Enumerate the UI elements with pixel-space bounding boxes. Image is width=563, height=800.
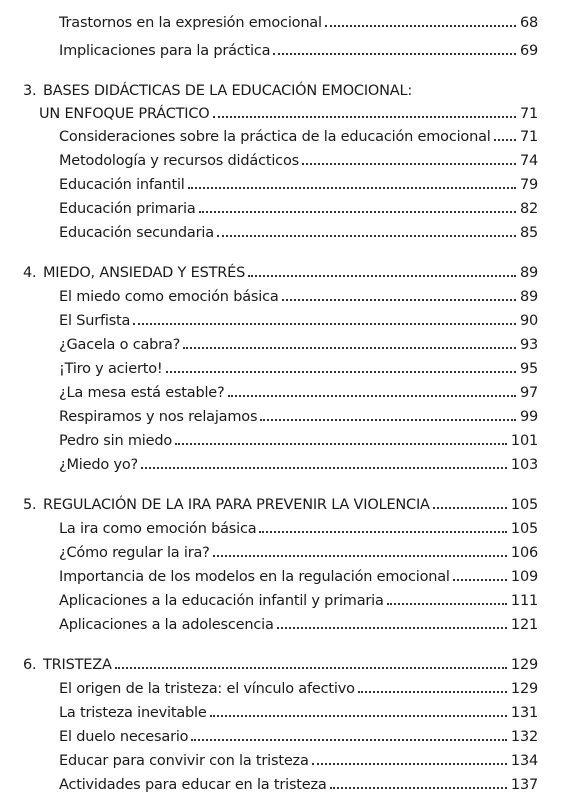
entry-title: ¡Tiro y acierto! <box>59 360 163 377</box>
dot-leader <box>175 442 507 445</box>
page-number: 89 <box>519 264 538 281</box>
entry-title: El duelo necesario <box>59 728 189 745</box>
dot-leader <box>259 530 506 533</box>
dot-leader <box>277 626 507 629</box>
chapter-number: 5. <box>23 496 37 513</box>
toc-entry <box>59 562 538 584</box>
page-number: 131 <box>510 704 538 721</box>
dot-leader <box>433 506 507 509</box>
page-number: 74 <box>519 152 538 169</box>
toc-entry <box>59 282 538 304</box>
page-number: 109 <box>510 568 538 585</box>
page-number: 121 <box>510 616 538 633</box>
dot-leader <box>302 162 516 165</box>
page-number: 105 <box>510 520 538 537</box>
entry-title: Aplicaciones a la educación infantil y primaria <box>59 592 384 609</box>
page-number: 105 <box>510 496 538 513</box>
entry-title: Educación infantil <box>59 176 185 193</box>
page-number: 85 <box>519 224 538 241</box>
dot-leader <box>115 666 507 669</box>
chapter-number: 3. <box>23 82 37 99</box>
dot-leader <box>282 298 516 301</box>
dot-leader <box>330 786 507 789</box>
dot-leader <box>183 346 516 349</box>
entry-title: Educación secundaria <box>59 224 214 241</box>
entry-title: Educación primaria <box>59 200 196 217</box>
page-number: 95 <box>519 360 538 377</box>
chapter-title: REGULACIÓN DE LA IRA PARA PREVENIR LA VIOLENCIA <box>43 496 430 513</box>
dot-leader <box>358 690 507 693</box>
entry-title: ¿La mesa está estable? <box>59 384 225 401</box>
page-number: 89 <box>519 288 538 305</box>
entry-title: Pedro sin miedo <box>59 432 173 449</box>
chapter-heading <box>39 99 538 121</box>
page-number: 71 <box>519 128 538 145</box>
page-number: 90 <box>519 312 538 329</box>
page-number: 111 <box>510 592 538 609</box>
toc-entry <box>59 194 538 216</box>
entry-title: Respiramos y nos relajamos <box>59 408 258 425</box>
dot-leader <box>312 762 507 765</box>
chapter-heading <box>23 258 538 280</box>
toc-entry <box>59 610 538 632</box>
chapter-title: UN ENFOQUE PRÁCTICO <box>39 105 210 122</box>
toc-entry <box>59 8 538 30</box>
page-number: 68 <box>519 14 538 31</box>
toc-entry <box>59 698 538 720</box>
page-number: 106 <box>510 544 538 561</box>
chapter-number: 4. <box>23 264 37 281</box>
toc-entry <box>59 450 538 472</box>
entry-title: Metodología y recursos didácticos <box>59 152 299 169</box>
entry-title: ¿Miedo yo? <box>59 456 138 473</box>
toc-entry <box>59 586 538 608</box>
dot-leader <box>199 210 516 213</box>
page-number: 99 <box>519 408 538 425</box>
toc-entry <box>59 538 538 560</box>
chapter-heading <box>23 76 538 98</box>
entry-title: Implicaciones para la práctica <box>59 42 271 59</box>
dot-leader <box>141 466 507 469</box>
toc-entry <box>59 330 538 352</box>
dot-leader <box>191 738 507 741</box>
toc-entry <box>59 674 538 696</box>
page-number: 129 <box>510 656 538 673</box>
page-number: 93 <box>519 336 538 353</box>
dot-leader <box>248 274 516 277</box>
dot-leader <box>213 115 516 118</box>
entry-title: Educar para convivir con la tristeza <box>59 752 309 769</box>
page-number: 82 <box>519 200 538 217</box>
entry-title: El miedo como emoción básica <box>59 288 279 305</box>
toc-entry <box>59 354 538 376</box>
page-number: 69 <box>519 42 538 59</box>
entry-title: Importancia de los modelos en la regulación emocional <box>59 568 450 585</box>
entry-title: La tristeza inevitable <box>59 704 207 721</box>
toc-entry <box>59 218 538 240</box>
page-number: 134 <box>510 752 538 769</box>
dot-leader <box>453 578 507 581</box>
dot-leader <box>166 370 516 373</box>
entry-title: Aplicaciones a la adolescencia <box>59 616 274 633</box>
toc-entry <box>59 746 538 768</box>
toc-entry <box>59 770 538 792</box>
entry-title: Consideraciones sobre la práctica de la educación emocional <box>59 128 491 145</box>
toc-entry <box>59 722 538 744</box>
entry-title: El origen de la tristeza: el vínculo afectivo <box>59 680 355 697</box>
page-number: 132 <box>510 728 538 745</box>
dot-leader <box>228 394 516 397</box>
toc-entry <box>59 170 538 192</box>
toc-entry <box>59 426 538 448</box>
page-number: 137 <box>510 776 538 793</box>
chapter-heading <box>23 490 538 512</box>
dot-leader <box>273 52 516 55</box>
toc-entry <box>59 514 538 536</box>
dot-leader <box>210 714 507 717</box>
chapter-title: TRISTEZA <box>43 656 112 673</box>
dot-leader <box>325 24 516 27</box>
dot-leader <box>133 322 516 325</box>
page-number: 71 <box>519 105 538 122</box>
toc-entry <box>59 146 538 168</box>
dot-leader <box>217 234 516 237</box>
dot-leader <box>260 418 516 421</box>
toc-entry <box>59 36 538 58</box>
toc-entry <box>59 378 538 400</box>
page-number: 101 <box>510 432 538 449</box>
entry-title: Actividades para educar en la tristeza <box>59 776 327 793</box>
entry-title: La ira como emoción básica <box>59 520 257 537</box>
chapter-number: 6. <box>23 656 37 673</box>
page-number: 79 <box>519 176 538 193</box>
page-number: 129 <box>510 680 538 697</box>
dot-leader <box>387 602 507 605</box>
toc-entry <box>59 122 538 144</box>
entry-title: Trastornos en la expresión emocional <box>59 14 322 31</box>
entry-title: ¿Gacela o cabra? <box>59 336 181 353</box>
page-number: 97 <box>519 384 538 401</box>
dot-leader <box>213 554 507 557</box>
toc-entry <box>59 306 538 328</box>
chapter-title: BASES DIDÁCTICAS DE LA EDUCACIÓN EMOCIONAL: <box>43 82 413 99</box>
dot-leader <box>494 138 516 141</box>
chapter-title: MIEDO, ANSIEDAD Y ESTRÉS <box>43 264 246 281</box>
entry-title: ¿Cómo regular la ira? <box>59 544 210 561</box>
entry-title: El Surfista <box>59 312 131 329</box>
page-number: 103 <box>510 456 538 473</box>
toc-entry <box>59 402 538 424</box>
dot-leader <box>188 186 516 189</box>
chapter-heading <box>23 650 538 672</box>
